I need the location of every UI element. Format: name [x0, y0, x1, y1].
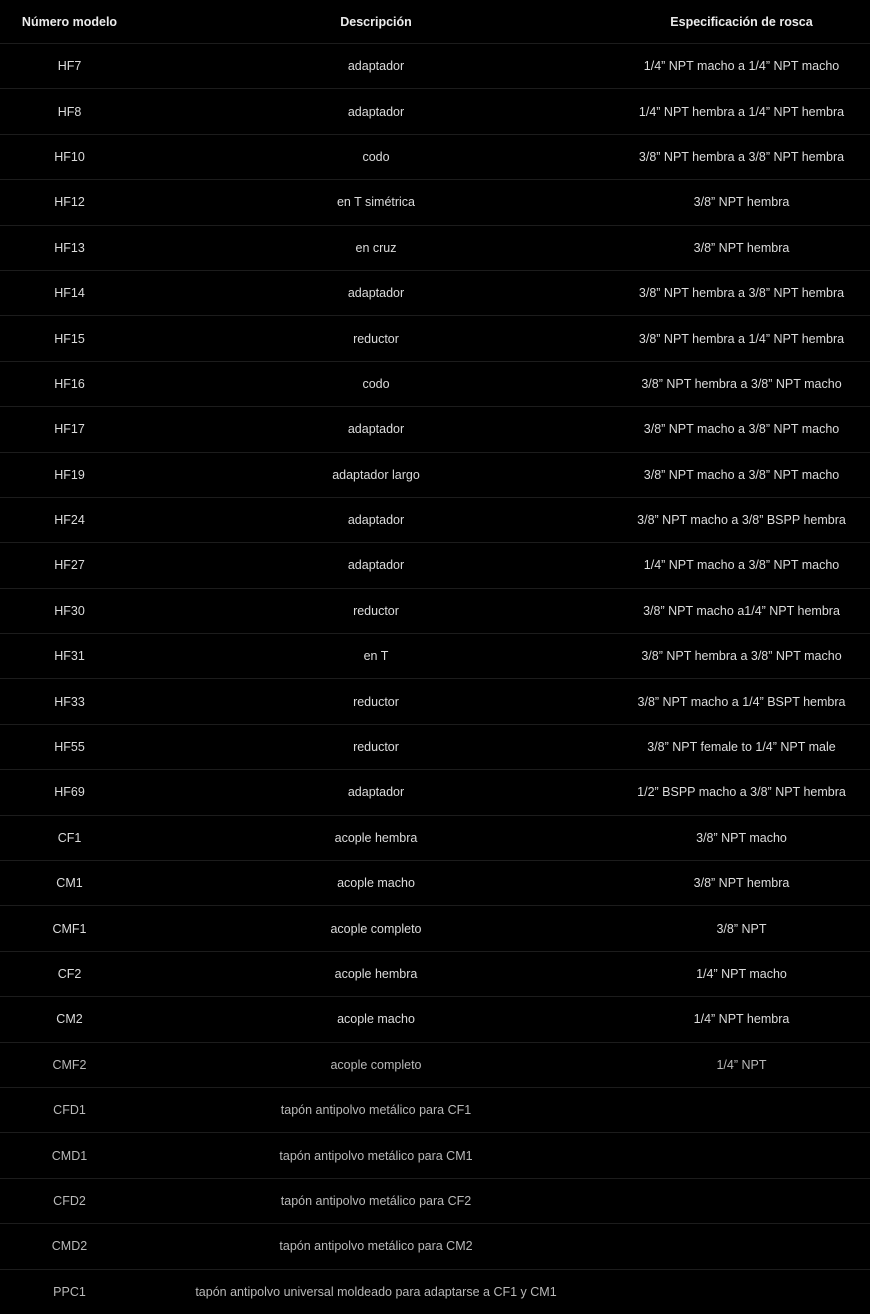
cell-thread-spec: 1/4” NPT macho a 3/8” NPT macho [613, 543, 870, 588]
cell-description: tapón antipolvo metálico para CF2 [139, 1178, 613, 1223]
table-row [0, 497, 870, 542]
cell-model: HF30 [0, 588, 139, 633]
table-row [0, 361, 870, 406]
cell-model: PPC1 [0, 1269, 139, 1314]
cell-thread-spec: 3/8” NPT hembra [613, 861, 870, 906]
cell-description: adaptador largo [139, 452, 613, 497]
table-row [0, 1087, 870, 1132]
cell-description: adaptador [139, 270, 613, 315]
cell-thread-spec: 3/8” NPT macho a 3/8” BSPP hembra [613, 497, 870, 542]
cell-description: reductor [139, 588, 613, 633]
cell-description: reductor [139, 724, 613, 769]
cell-thread-spec: 3/8” NPT hembra a 1/4” NPT hembra [613, 316, 870, 361]
cell-model: HF19 [0, 452, 139, 497]
cell-model: CMF2 [0, 1042, 139, 1087]
cell-model: HF55 [0, 724, 139, 769]
cell-description: tapón antipolvo universal moldeado para adaptarse a CF1 y CM1 [139, 1269, 613, 1314]
table-row [0, 588, 870, 633]
cell-model: CMF1 [0, 906, 139, 951]
cell-model: HF24 [0, 497, 139, 542]
cell-model: HF12 [0, 180, 139, 225]
cell-thread-spec: 1/4” NPT macho a 1/4” NPT macho [613, 44, 870, 89]
cell-thread-spec: 3/8” NPT macho [613, 815, 870, 860]
cell-model: HF33 [0, 679, 139, 724]
cell-thread-spec: 3/8” NPT hembra a 3/8” NPT hembra [613, 270, 870, 315]
cell-model: HF17 [0, 407, 139, 452]
table-row [0, 1269, 870, 1314]
table-row [0, 951, 870, 996]
table-row [0, 225, 870, 270]
table-row [0, 724, 870, 769]
column-header-description: Descripción [340, 14, 412, 29]
cell-description: acople macho [139, 861, 613, 906]
cell-model: HF69 [0, 770, 139, 815]
table-row [0, 407, 870, 452]
cell-model: HF16 [0, 361, 139, 406]
cell-description: en T simétrica [139, 180, 613, 225]
cell-thread-spec: 3/8” NPT hembra [613, 180, 870, 225]
table-row [0, 770, 870, 815]
cell-description: adaptador [139, 407, 613, 452]
table-row [0, 134, 870, 179]
table-row [0, 861, 870, 906]
cell-thread-spec: 3/8” NPT hembra a 3/8” NPT macho [613, 634, 870, 679]
cell-description: tapón antipolvo metálico para CF1 [139, 1087, 613, 1132]
cell-model: HF27 [0, 543, 139, 588]
cell-thread-spec: 3/8” NPT hembra [613, 225, 870, 270]
cell-thread-spec [613, 1133, 870, 1178]
cell-description: acople completo [139, 1042, 613, 1087]
cell-model: HF14 [0, 270, 139, 315]
header-row [0, 0, 870, 44]
cell-description: adaptador [139, 770, 613, 815]
cell-model: HF15 [0, 316, 139, 361]
cell-description: adaptador [139, 543, 613, 588]
cell-thread-spec: 1/4” NPT hembra a 1/4” NPT hembra [613, 89, 870, 134]
table-row [0, 1178, 870, 1223]
table-row [0, 815, 870, 860]
cell-thread-spec: 3/8” NPT [613, 906, 870, 951]
cell-thread-spec: 3/8” NPT macho a 1/4” BSPT hembra [613, 679, 870, 724]
cell-model: CFD2 [0, 1178, 139, 1223]
cell-description: en T [139, 634, 613, 679]
cell-thread-spec: 3/8” NPT macho a 3/8” NPT macho [613, 452, 870, 497]
table-row [0, 634, 870, 679]
cell-thread-spec: 1/2” BSPP macho a 3/8” NPT hembra [613, 770, 870, 815]
cell-description: acople completo [139, 906, 613, 951]
cell-description: adaptador [139, 89, 613, 134]
cell-description: codo [139, 361, 613, 406]
cell-description: acople hembra [139, 815, 613, 860]
table-row [0, 44, 870, 89]
cell-model: HF13 [0, 225, 139, 270]
cell-thread-spec: 1/4” NPT [613, 1042, 870, 1087]
table-row [0, 997, 870, 1042]
column-header-model: Número modelo [21, 14, 118, 29]
cell-description: reductor [139, 679, 613, 724]
table-row [0, 1224, 870, 1269]
cell-description: tapón antipolvo metálico para CM2 [139, 1224, 613, 1269]
cell-description: acople macho [139, 997, 613, 1042]
cell-description: acople hembra [139, 951, 613, 996]
table-row [0, 906, 870, 951]
cell-thread-spec [613, 1224, 870, 1269]
cell-model: CFD1 [0, 1087, 139, 1132]
cell-thread-spec: 3/8” NPT hembra a 3/8” NPT macho [613, 361, 870, 406]
table-header [0, 0, 870, 44]
cell-description: tapón antipolvo metálico para CM1 [139, 1133, 613, 1178]
table-row [0, 89, 870, 134]
cell-model: CM2 [0, 997, 139, 1042]
cell-model: HF10 [0, 134, 139, 179]
cell-model: CMD2 [0, 1224, 139, 1269]
table-row [0, 316, 870, 361]
cell-model: CF1 [0, 815, 139, 860]
cell-description: adaptador [139, 44, 613, 89]
table-row [0, 1133, 870, 1178]
cell-thread-spec: 3/8” NPT macho a1/4” NPT hembra [613, 588, 870, 633]
cell-model: CF2 [0, 951, 139, 996]
cell-description: codo [139, 134, 613, 179]
cell-thread-spec [613, 1269, 870, 1314]
cell-description: reductor [139, 316, 613, 361]
table-row [0, 679, 870, 724]
table-body [0, 44, 870, 1314]
cell-thread-spec [613, 1178, 870, 1223]
cell-model: CMD1 [0, 1133, 139, 1178]
cell-model: HF7 [0, 44, 139, 89]
cell-thread-spec: 3/8” NPT macho a 3/8” NPT macho [613, 407, 870, 452]
column-header-thread-spec: Especificación de rosca [670, 14, 813, 29]
cell-thread-spec: 1/4” NPT hembra [613, 997, 870, 1042]
cell-description: adaptador [139, 497, 613, 542]
table-row [0, 452, 870, 497]
table-row [0, 180, 870, 225]
cell-thread-spec [613, 1087, 870, 1132]
cell-thread-spec: 3/8” NPT hembra a 3/8” NPT hembra [613, 134, 870, 179]
cell-model: HF8 [0, 89, 139, 134]
table-row [0, 1042, 870, 1087]
table-row [0, 270, 870, 315]
table-row [0, 543, 870, 588]
cell-model: CM1 [0, 861, 139, 906]
cell-model: HF31 [0, 634, 139, 679]
cell-description: en cruz [139, 225, 613, 270]
cell-thread-spec: 1/4” NPT macho [613, 951, 870, 996]
cell-thread-spec: 3/8” NPT female to 1/4” NPT male [613, 724, 870, 769]
